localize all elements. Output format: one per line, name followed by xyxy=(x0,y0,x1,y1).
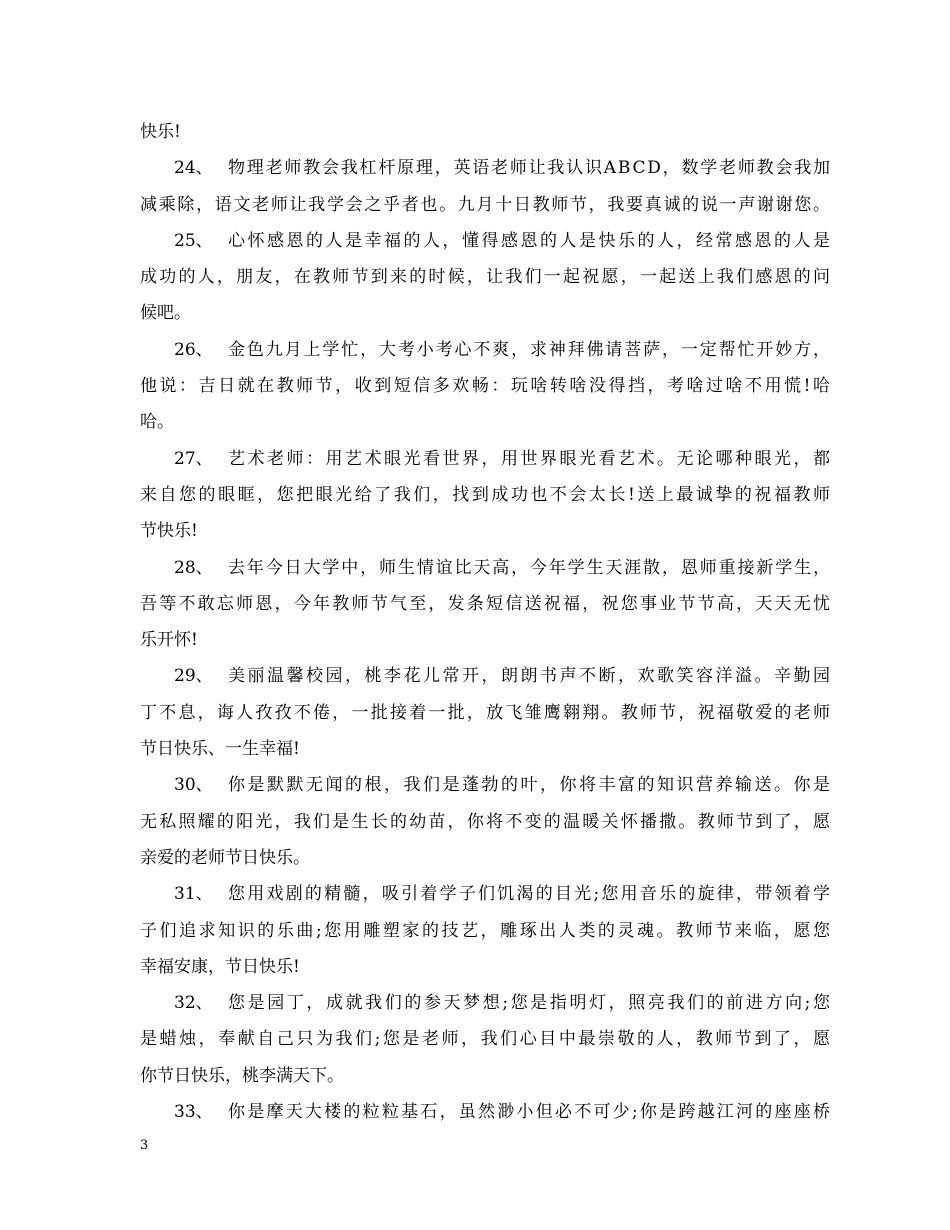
line-text: 他说：吉日就在教师节，收到短信多欢畅：玩啥转啥没得挡，考啥过啥不用慌!哈 xyxy=(140,376,830,397)
text-line xyxy=(140,731,830,767)
text-line xyxy=(140,586,830,622)
line-text: 金色九月上学忙，大考小考心不爽，求神拜佛请菩萨，一定帮忙开妙方， xyxy=(228,339,832,360)
line-text: 心怀感恩的人是幸福的人，懂得感恩的人是快乐的人，经常感恩的人是 xyxy=(228,230,833,251)
text-line xyxy=(140,840,830,876)
text-line xyxy=(140,223,833,259)
text-line xyxy=(140,622,830,658)
text-line xyxy=(140,695,830,731)
line-text: 来自您的眼眶，您把眼光给了我们，找到成功也不会太长!送上最诚挚的祝福教师 xyxy=(140,484,830,505)
text-line xyxy=(140,404,830,440)
text-line xyxy=(140,550,830,586)
text-line xyxy=(140,658,833,694)
line-text: 亲爱的老师节日快乐。 xyxy=(140,847,310,868)
line-text: 子们追求知识的乐曲;您用雕塑家的技艺，雕琢出人类的灵魂。教师节来临，愿您 xyxy=(140,920,830,941)
line-text: 吾等不敢忘师恩，今年教师节气至，发条短信送祝福，祝您事业节节高，天天无忧 xyxy=(140,593,830,614)
text-line xyxy=(140,913,830,949)
text-line xyxy=(140,1021,830,1057)
document-body xyxy=(140,114,833,1130)
text-line xyxy=(140,150,830,186)
text-line xyxy=(140,767,833,803)
text-line xyxy=(140,295,830,331)
text-line xyxy=(140,804,830,840)
item-number: 32、 xyxy=(174,993,213,1014)
item-number: 30、 xyxy=(174,775,213,796)
text-line xyxy=(140,441,833,477)
line-text: 美丽温馨校园，桃李花儿常开，朗朗书声不断，欢歌笑容洋溢。辛勤园 xyxy=(228,666,833,687)
line-text: 您用戏剧的精髓，吸引着学子们饥渴的目光;您用音乐的旋律，带领着学 xyxy=(228,884,833,905)
line-text: 你节日快乐，桃李满天下。 xyxy=(140,1065,344,1086)
line-text: 去年今日大学中，师生情谊比天高，今年学生天涯散，恩师重接新学生， xyxy=(228,557,832,578)
text-line xyxy=(140,259,830,295)
line-text: 你是摩天大楼的粒粒基石，虽然渺小但必不可少;你是跨越江河的座座桥 xyxy=(228,1102,833,1123)
text-line xyxy=(140,513,830,549)
line-text: 减乘除，语文老师让我学会之乎者也。九月十日教师节，我要真诚的说一声谢谢您。 xyxy=(140,194,830,215)
line-text: 艺术老师：用艺术眼光看世界，用世界眼光看艺术。无论哪种眼光，都 xyxy=(228,448,833,469)
text-line xyxy=(140,876,833,912)
item-number: 29、 xyxy=(174,666,213,687)
text-line xyxy=(140,1094,833,1130)
item-number: 27、 xyxy=(174,448,213,469)
text-line xyxy=(140,368,830,404)
item-number: 33、 xyxy=(174,1102,213,1123)
item-number: 25、 xyxy=(174,230,213,251)
text-line xyxy=(140,332,830,368)
line-text: 您是园丁，成就我们的参天梦想;您是指明灯，照亮我们的前进方向;您 xyxy=(228,993,833,1014)
line-text: 你是默默无闻的根，我们是蓬勃的叶，你将丰富的知识营养输送。你是 xyxy=(228,775,833,796)
page-number: 3 xyxy=(140,1138,149,1153)
item-number: 31、 xyxy=(174,884,213,905)
item-number: 24、 xyxy=(174,158,213,179)
text-line xyxy=(140,477,830,513)
text-line xyxy=(140,985,833,1021)
text-line xyxy=(140,949,830,985)
text-line xyxy=(140,187,830,223)
line-text: 丁不息，诲人孜孜不倦，一批接着一批，放飞雏鹰翱翔。教师节，祝福敬爱的老师 xyxy=(140,702,830,723)
line-text: 幸福安康，节日快乐! xyxy=(140,956,300,977)
line-text: 快乐! xyxy=(140,122,181,142)
line-text: 节日快乐、一生幸福! xyxy=(140,739,300,760)
item-number: 28、 xyxy=(174,557,213,578)
line-text: 乐开怀! xyxy=(140,630,198,651)
line-text: 节快乐! xyxy=(140,521,198,542)
line-text: 候吧。 xyxy=(140,303,191,324)
text-line xyxy=(140,114,830,150)
line-text: 是蜡烛，奉献自己只为我们;您是老师，我们心目中最崇敬的人，教师节到了，愿 xyxy=(140,1029,830,1050)
text-line xyxy=(140,1058,830,1094)
item-number: 26、 xyxy=(174,339,213,360)
line-text: 物理老师教会我杠杆原理，英语老师让我认识ABCD，数学老师教会我加 xyxy=(228,158,832,179)
line-text: 成功的人，朋友，在教师节到来的时候，让我们一起祝愿，一起送上我们感恩的问 xyxy=(140,267,830,288)
line-text: 哈。 xyxy=(140,412,174,433)
line-text: 无私照耀的阳光，我们是生长的幼苗，你将不变的温暖关怀播撒。教师节到了，愿 xyxy=(140,811,830,832)
